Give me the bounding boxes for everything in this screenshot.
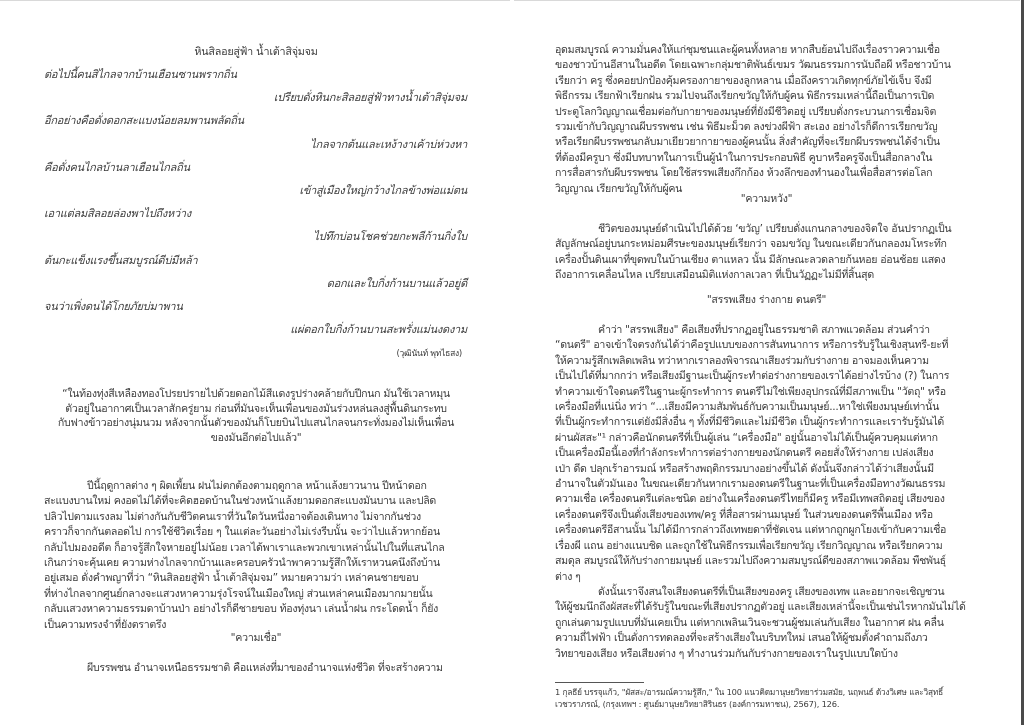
paragraph-line: ความเชื่อ เครื่องดนตรีแต่ละชนิด อย่างในเครื่องดนตรีไทยก็มีครู หรือมีเทพสถิตอยู่ เสียงของ [555, 493, 945, 506]
paragraph-line: คราวก็จากกันตลอดไป การใช้ชีวิตเรื่อย ๆ ในแต่ละวันอย่างไม่เร่งรีบนั้น จะว่าไปแล้วหากย้อน [44, 526, 440, 539]
paragraph-line: “ดนตรี" อาจเข้าใจตรงกันได้ว่าคือรูปแบบของการสันทนาการ หรือการรับรู้ในเชิงสุนทรี-ยะที่ [555, 339, 949, 352]
paragraph-line: กลับไปมองอดีต ก็อาจรู้สึกใจหายอยู่ไม่น้อย เวลาได้พาเราและพวกเขาเหล่านั้นไปในที่แสนไกล [44, 541, 445, 554]
paragraph-line: ให้ผู้ชมนึกถึงผัสสะที่ได้รับรู้ในขณะที่เสียงปรากฏตัวอยู่ และเสียงเหล่านี้จะเป็นเช่นไรหากมันไม่ได้ [555, 601, 966, 614]
poem-credit: (วุฒินันท์ พุทไธสง) [396, 349, 462, 359]
paragraph-line: พิธีกรรม เรียกฟ้าเรียกฝน รวมไปจนถึงเรียกขวัญให้กับผู้คน พิธีกรรมเหล่านี้ถือเป็นการเปิด [555, 90, 935, 103]
paragraph-line: หรือเรียกผีบรรพชนกลับมาเยียวยากายาของผู้คนนั้น สิ่งสำคัญที่จะเรียกผีบรรพชนได้จำเป็น [555, 136, 940, 149]
heading-sound-body-music: "สรรพเสียง ร่างกาย ดนตรี" [706, 294, 827, 306]
paragraph-line: เครื่องดนตรีอีสานนั้น ไม่ได้มีการกล่าวถึงเทพยดาที่ชัดเจน แต่หากถูกผูกโยงเข้ากับความเชื่อ [555, 524, 947, 537]
paragraph-line: วิญญาณ เรียกขวัญให้กับผู้คน [555, 182, 683, 195]
paragraph-line: เครื่องปั้นดินเผาที่ขุดพบในบ้านเชียง ตาแหลว นั้น มีลักษณะลวดลายก้นหอย อ่อนช้อย แสดง [555, 253, 946, 266]
paragraph-line: ของชาวบ้านอีสานในอดีต โดยเฉพาะกลุ่มชาติพันธ์เขมร วัฒนธรรมการนับถือผี หรือชาวบ้าน [555, 59, 951, 72]
paragraph-line: อำนาจในตัวมันเอง ในขณะเดียวกันหากเรามองดนตรีในฐานะที่เป็นเครื่องมือทางวัฒนธรรม [555, 478, 946, 491]
paragraph-line: ทำความเข้าใจดนตรีในฐานะผู้กระทำการ ดนตรีไม่ใช่เพียงอุปกรณ์ที่มีสภาพเป็น "วัตถุ" หรือ [555, 385, 946, 398]
heading-belief: "ความเชื่อ" [230, 632, 282, 644]
footnote [555, 687, 943, 710]
hope-paragraph [555, 222, 995, 284]
closing-paragraph [555, 585, 995, 662]
paragraph-line: กลับแสวงหาความธรรมดาบ้านป่า อย่างไรก็ดีชายขอบ ท้องทุ่งนา เล่นน้ำฝน กระโดดน้ำ ก็ยัง [44, 603, 438, 616]
paragraph-line: อุดมสมบูรณ์ ความมั่นคงให้แก่ชุมชนและผู้คนทั้งหลาย หากสืบย้อนไปถึงเรื่องราวความเชื่อ [555, 44, 940, 56]
belief-paragraph-cont [555, 43, 995, 197]
paragraph-line: ที่ต้องมีครูบา ซึ่งมีบทบาทในการเป็นผู้นำในการประกอบพิธี คูบาหรือครูจึงเป็นสื่อกลางใน [555, 151, 933, 164]
intro-paragraph [44, 479, 474, 633]
poem-line: ไกลจากต้นและเหง้างาเค้าบ่ห่วงหา [310, 137, 467, 151]
paragraph-line: สัญลักษณ์อยู่บนกระหม่อมศีรษะของมนุษย์เรียกว่า จอมขวัญ ในขณะเดียวกันกลองมโหระทึก [555, 238, 947, 251]
heading-hope: "ความหวัง" [740, 193, 793, 205]
paragraph-line: สมดุล สมบูรณ์ให้กับร่างกายมนุษย์ และรวมไปถึงความสมบูรณ์ดีของสภาพแวดล้อม พืชพันธุ์ [555, 555, 946, 568]
poem-line: ต้นกะแข็งแรงขึ้นสมบูรณ์ดีบ่มีหล้า [44, 253, 198, 267]
poem-line: เอาแต่ลมสิลอยล่องพาไปถึงหว่าง [44, 207, 191, 221]
paragraph-line: วิทยาของเสียง หรือเสียงต่าง ๆ ทำงานร่วมกันกับร่างกายของเราในรูปแบบใดบ้าง [555, 647, 898, 660]
paragraph-line: เป็นความทรงจำที่ยังตราตรึง [44, 618, 167, 631]
paragraph-line: ผีบรรพชน อำนาจเหนือธรรมชาติ คือแหล่งที่มาของอำนาจแห่งชีวิต ที่จะสร้างความ [87, 662, 443, 674]
paragraph-line: เป็นไปได้ที่มากกว่า หรือเสียงมีฐานะเป็นผู้กระทำต่อร่างกายของเราได้อย่างไรบ้าง (?) ในการ [555, 370, 950, 383]
paragraph-line: ประตูโลกวิญญาณเชื่อมต่อกับกายาของมนุษย์ที่ยังมีชีวิตอยู่ เปรียบดั่งกระบวนการเชื่อมจิต [555, 105, 937, 118]
belief-paragraph-start [44, 661, 474, 676]
poem-title: หินสิลอยสู่ฟ้า น้ำเต้าสิจุ่มจม [194, 45, 318, 58]
paragraph-line: อยู่เสมอ ดั่งคำพญาที่ว่า “หินสิลอยสู่ฟ้า น้ำเต้าสิจุ่มจม” หมายความว่า เหล่าคนชายขอบ [44, 572, 419, 585]
paragraph-line: เครื่องมือที่แน่นิ่ง ทว่า “...เสียงมีความสัมพันธ์กับความเป็นมนุษย์...หาใช่เพียงมนุษย์เท่านั้น [555, 401, 940, 414]
poem-line: อีกอย่างคือดั่งดอกสะแบงน้อยลมพานพลัดถิ่น [44, 114, 244, 128]
poem-line: แผ่ดอกใบกิ่งก้านบานสะพรั่งแม่นงดงาม [290, 323, 467, 337]
poem-line: เปรียบดั่งหินกะสิลอยสู่ฟ้าทางน้ำเต้าสิจุ่มจม [273, 91, 467, 105]
paragraph-line: เป็นเครื่องมือนี้เองที่กำลังกระทำการต่อร่างกายของนักดนตรี คอยสั่งให้ร่างกาย เปล่งเสียง [555, 447, 934, 460]
footnote-divider [555, 682, 644, 683]
paragraph-line: ปลิวไปตามแรงลม ไม่ต่างกันกับชีวิตคนเราที่วันใดวันหนึ่งอาจต้องเดินทาง ไม่จากกันช่วง [44, 510, 421, 523]
poem-line: ไปทึกบ่อนโชคช่วยกะพลีก้านกิ่งใบ [313, 230, 467, 244]
paragraph-line: ดังนั้นเราจึงสนใจเสียงดนตรีที่เป็นเสียงของครู เสียงของเทพ และอยากจะเชิญชวน [598, 586, 945, 598]
poem-line: คือดั่งคนไกลบ้านลาเฮือนไกลถิ่น [44, 160, 190, 174]
quote-line: “ในท้องทุ่งสีเหลืองทองโปรยปรายไปด้วยดอกไม้สีแดงรูปร่างคล้ายกับปีกนก มันใช้เวลาหมุน [62, 388, 450, 400]
poem-line: ต่อไปนี้คนสิไกลจากบ้านเฮือนซานพรากถิ่น [44, 68, 237, 81]
poem-line: จนว่าเพิ่งดนได้โกยภัยบ่มาพาน [44, 300, 183, 313]
paragraph-line: เรื่องผี แถน อย่างแนบชิด และถูกใช้ในพิธีกรรมเพื่อเรียกขวัญ เรียกวิญญาณ หรือเรียกความ [555, 539, 943, 552]
paragraph-line: ปีนี้ฤดูกาลต่าง ๆ ผิดเพี้ยน ฝนไม่ตกต้องตามฤดูกาล หน้าแล้งยาวนาน ปีหน้าดอก [87, 480, 427, 492]
paragraph-line: ผ่านผัสสะ"¹ กล่าวคือนักดนตรีที่เป็นผู้เล่น “เครื่องมือ" อยู่นั้นอาจไม่ได้เป็นผู้ควบคุมแต่หาก [555, 431, 938, 444]
paragraph-line: เรียกว่า ครู ซึ่งคอยปกป้องคุ้มครองกายาของลูกหลาน เมื่อถึงคราวเกิดทุกข์ภัยไข้เจ็บ จึงมี [555, 74, 932, 87]
quote-line: กับฟางข้าวอย่างนุ่มนวม หลังจากนั้นตัวของมันก็โบยบินไปแสนไกลจนกระทั่งมองไม่เห็นเพื่อน [57, 417, 455, 430]
poem-line: เข้าสู่เมืองใหญ่กว้างไกลข้างพ่อแม่ตน [299, 184, 467, 197]
sound-paragraph [555, 323, 995, 585]
paragraph-line: เกินกว่าจะคุ้นเคย ความห่างไกลจากบ้านและครอบครัวนำพาความรู้สึกให้เราหวนคนึงถึงบ้าน [44, 557, 440, 570]
paragraph-line: ต่าง ๆ [555, 570, 581, 583]
paragraph-line: ที่ห่างไกลจากศูนย์กลางจะแสวงหาความรุ่งโรจน์ในเมืองใหญ่ ส่วนเหล่าคนเมืองมากมายนั้น [44, 587, 433, 600]
paragraph-line: เครื่องดนตรีจึงเป็นดั่งเสียงของเทพ/ครู ที่สื่อสารผ่านมนุษย์ ในส่วนของดนตรีพื้นเมือง หรือ [555, 508, 933, 521]
quote-line: ตัวอยู่ในอากาศเป็นเวลาสักครู่ยาม ก่อนที่มันจะเห็นเพื่อนของมันร่วงหล่นลงสู่พื้นดินกระทบ [65, 402, 447, 415]
footnote-line: เวชวราภรณ์, (กรุงเทพฯ : ศูนย์มานุษยวิทยาสิรินธร (องค์การมหาชน), 2567), 126. [555, 698, 840, 709]
block-quote [44, 387, 468, 445]
paragraph-line: คำว่า "สรรพเสียง" คือเสียงที่ปรากฏอยู่ในธรรมชาติ สภาพแวดล้อม ส่วนคำว่า [598, 324, 930, 336]
paragraph-line: รวมเข้ากับวิญญาณผีบรรพชน เช่น พิธีมะม็วต ลงข่วงผีฟ้า สะเอง อย่างไรก็ดีการเรียกขวัญ [555, 121, 938, 134]
footnote-line: 1 กุลธีย์ บรรจุแก้ว, "ผัสสะ/อารมณ์ความรู้สึก," ใน 100 แนวคิดมานุษยวิทยาร่วมสมัย, นฤพนธ์ ด้วงวิเศษ และวิสุทธิ์ [555, 687, 943, 697]
paragraph-line: ความถี่ไฟฟ้า เป็นดั่งการทดลองที่จะสร้างเสียงในบริบทใหม่ เสนอให้ผู้ชมตั้งคำถามถึงภว [555, 632, 928, 645]
paragraph-line: สะแบงบานใหม่ คงอดไม่ได้ที่จะคิดฮอดบ้านในช่วงหน้าแล้งยามดอกสะแบงมันบาน และปลิด [44, 495, 436, 508]
paragraph-line: ชีวิตของมนุษย์ดำเนินไปได้ด้วย ‘ขวัญ’ เปรียบดั่งแกนกลางของจิตใจ อันปรากฏเป็น [598, 223, 952, 235]
right-page [512, 0, 1021, 725]
paragraph-line: ถึงอาการเคลื่อนไหล เปรียบเสมือนมิติแห่งกาลเวลา ที่เป็นวัฏฏะไม่มีที่สิ้นสุด [555, 269, 874, 282]
paragraph-line: ที่เป็นผู้กระทำการแต่ยังมีสิ่งอื่น ๆ ทั้งที่มีชีวิตและไม่มีชีวิต เป็นผู้กระทำการและเรารับรู้มันได้ [555, 416, 945, 429]
paragraph-line: ถูกเล่นตามรูปแบบที่มันเคยเป็น แต่หากเพลินเวินจะชวนผู้ชมเล่นกับเสียง ในอากาศ ฝน คลื่น [555, 616, 944, 629]
paragraph-line: ให้ความรู้สึกเพลิดเพลิน ทว่าหากเราลองพิจารณาเสียงร่วมกับร่างกาย อาจมองเห็นความ [555, 354, 929, 367]
quote-line: ของมันอีกต่อไปแล้ว" [210, 431, 302, 444]
paragraph-line: เป่า ดีด ปลุกเร้าอารมณ์ หรือสร้างพฤติกรรมบางอย่างขึ้นได้ ดังนั้นจึงกล่าวได้ว่าเสียงนั้นมี [555, 462, 934, 475]
poem-line: ดอกและใบกิ่งก้านบานแล้วอยู่ดี [326, 276, 467, 290]
paragraph-line: การสื่อสารกับผีบรรพชน โดยใช้สรรพเสียงกึกก้อง ห้วงลึกของทำนองในเพื่อสื่อสารต่อโลก [555, 167, 933, 180]
